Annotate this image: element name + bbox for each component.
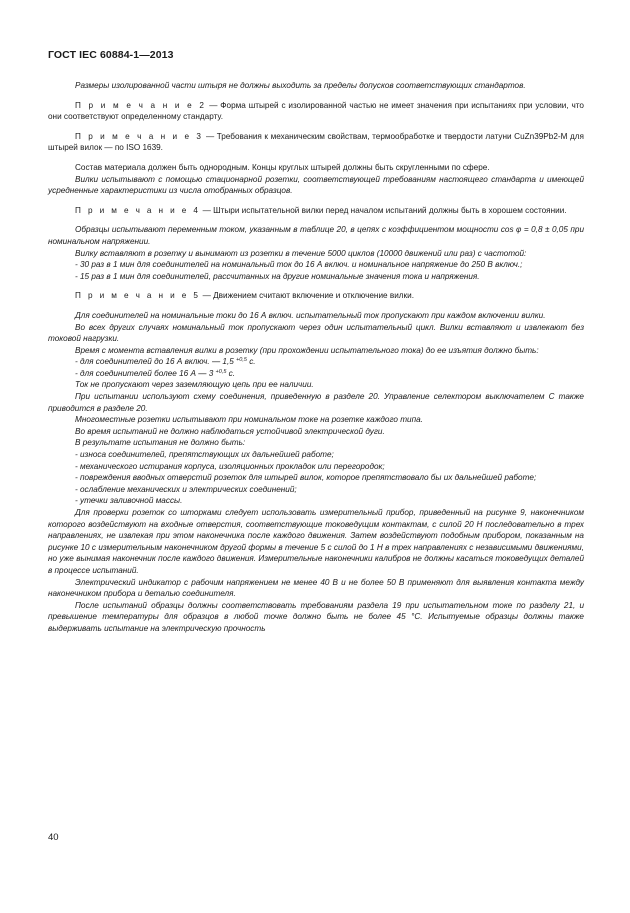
paragraph: Размеры изолированной части штыря не должны выходить за пределы допусков соответствующих стандартов. [75, 81, 526, 90]
paragraph: В результате испытания не должно быть: [75, 438, 246, 448]
list-item-unit: с. [226, 368, 236, 378]
note-label: П р и м е ч а н и е [75, 291, 189, 301]
note-label: П р и м е ч а н и е [75, 205, 189, 215]
paragraph: Образцы испытывают переменным током, указанным в таблице 20, в цепях с коэффициентом мощности cos φ = 0,8 ± 0,05 при номинальном напряжении. [48, 225, 584, 246]
paragraph: При испытании используют схему соединения, приведенную в разделе 20. Управление селектором выключателем С также приводится в разделе 20. [48, 392, 584, 413]
paragraph: Время с момента вставления вилки в розетку (при прохождении испытательного тока) до ее изъятия должно быть: [75, 345, 539, 355]
paragraph: Для соединителей на номинальные токи до 16 А включ. испытательный ток пропускают при каждом включении вилки. [75, 310, 546, 320]
paragraph: Состав материала должен быть однородным. Концы круглых штырей должны быть скругленными по сфере. [75, 162, 490, 172]
list-item: - 15 раз в 1 мин для соединителей, рассчитанных на другие номинальные значения тока и напряжения. [75, 271, 480, 281]
list-item: - механического истирания корпуса, изоляционных прокладок или перегородок; [75, 461, 385, 471]
note-text: — Форма штырей с изолированной частью не имеет значения при испытаниях при условии, что они соответствуют определенному стандарту. [48, 100, 584, 122]
paragraph: После испытаний образцы должны соответствовать требованиям раздела 19 при испытательном токе по разделу 21, и превышение температуры для образцов в любой точке должно быть не более 45 °С. Испытуемые образцы должны также выдерживать испытание на электрическую прочность [48, 600, 584, 633]
paragraph: Ток не пропускают через заземляющую цепь при ее наличии. [75, 380, 314, 390]
paragraph: Многоместные розетки испытывают при номинальном токе на розетке каждого типа. [75, 415, 423, 425]
note-label: П р и м е ч а н и е [75, 131, 192, 141]
list-item [48, 368, 584, 380]
note-text: — Штыри испытательной вилки перед началом испытаний должны быть в хорошем состоянии. [200, 205, 567, 215]
list-item [48, 356, 584, 368]
paragraph: Вилки испытывают с помощью стационарной розетки, соответствующей требованиям настоящего стандарта и имеющей усредненные характеристики из числа отобранных образцов. [48, 174, 584, 196]
note-3 [48, 131, 584, 154]
note-label: П р и м е ч а н и е [75, 100, 195, 110]
paragraph: Для проверки розеток со шторками следует использовать измерительный прибор, приведенный на рисунке 9, наконечником которого воздействуют на входные отверстия, соответствующие токоведущим контактам, с силой 20 Н последовательно в трех направлениях, не извлекая при этом наконечника после каждого движения. Затем воздействуют подобным прибором, показанным на рисунке 10 с измерительным наконечником другой формы в течение 5 с силой до 1 Н в трех направлениях с независимыми движениями, но уже вынимая наконечник после каждого движения. Измерительные наконечники калибров не должны касаться токоведущих деталей в процессе испытаний. [48, 508, 584, 575]
note-number: 2 [194, 100, 207, 110]
list-item: - ослабление механических и электрических соединений; [75, 484, 297, 494]
list-item-text: - для соединителей более 16 А — 3 [75, 368, 216, 378]
list-item-unit: с. [246, 357, 256, 367]
list-item: - утечки заливочной массы. [75, 496, 183, 506]
tolerance-superscript: +0,5 [236, 357, 247, 364]
note-number: 3 [191, 131, 204, 141]
list-item: - повреждения вводных отверстий розеток для штырей вилок, которое препятствовало бы их дальнейшей работе; [75, 473, 537, 483]
tolerance-superscript: +0,5 [215, 368, 227, 375]
note-text: — Движением считают включение и отключение вилки. [200, 291, 414, 301]
note-5 [48, 290, 584, 302]
note-number: 5 [188, 291, 201, 301]
note-text: — Требования к механическим свойствам, термообработке и твердости латуни CuZn39Pb2-M для штырей вилок — по ISO 1639. [48, 131, 584, 153]
body-text [48, 80, 584, 635]
paragraph: Во всех других случаях номинальный ток пропускают через один испытательный цикл. Вилки вставляют и извлекают без токовой нагрузки. [48, 322, 584, 344]
note-2 [48, 100, 584, 123]
note-4 [48, 205, 584, 217]
paragraph: Во время испытаний не должно наблюдаться устойчивой электрической дуги. [75, 426, 385, 436]
note-number: 4 [188, 205, 201, 215]
paragraph: Вилку вставляют в розетку и вынимают из розетки в течение 5000 циклов (10000 движений или раз) с частотой: [75, 248, 527, 258]
page-number: 40 [48, 832, 59, 843]
list-item-text: - для соединителей до 16 А включ. — 1,5 [75, 357, 237, 367]
paragraph: Электрический индикатор с рабочим напряжением не менее 40 В и не более 50 В применяют для выявления контакта между наконечником прибора и деталью соединителя. [48, 577, 584, 599]
standard-code-header: ГОСТ IEC 60884-1—2013 [48, 49, 174, 61]
list-item: - износа соединителей, препятствующих их дальнейшей работе; [75, 450, 334, 460]
list-item: - 30 раз в 1 мин для соединителей на номинальный ток до 16 А включ. и номинальное напряжение до 250 В включ.; [75, 260, 523, 270]
